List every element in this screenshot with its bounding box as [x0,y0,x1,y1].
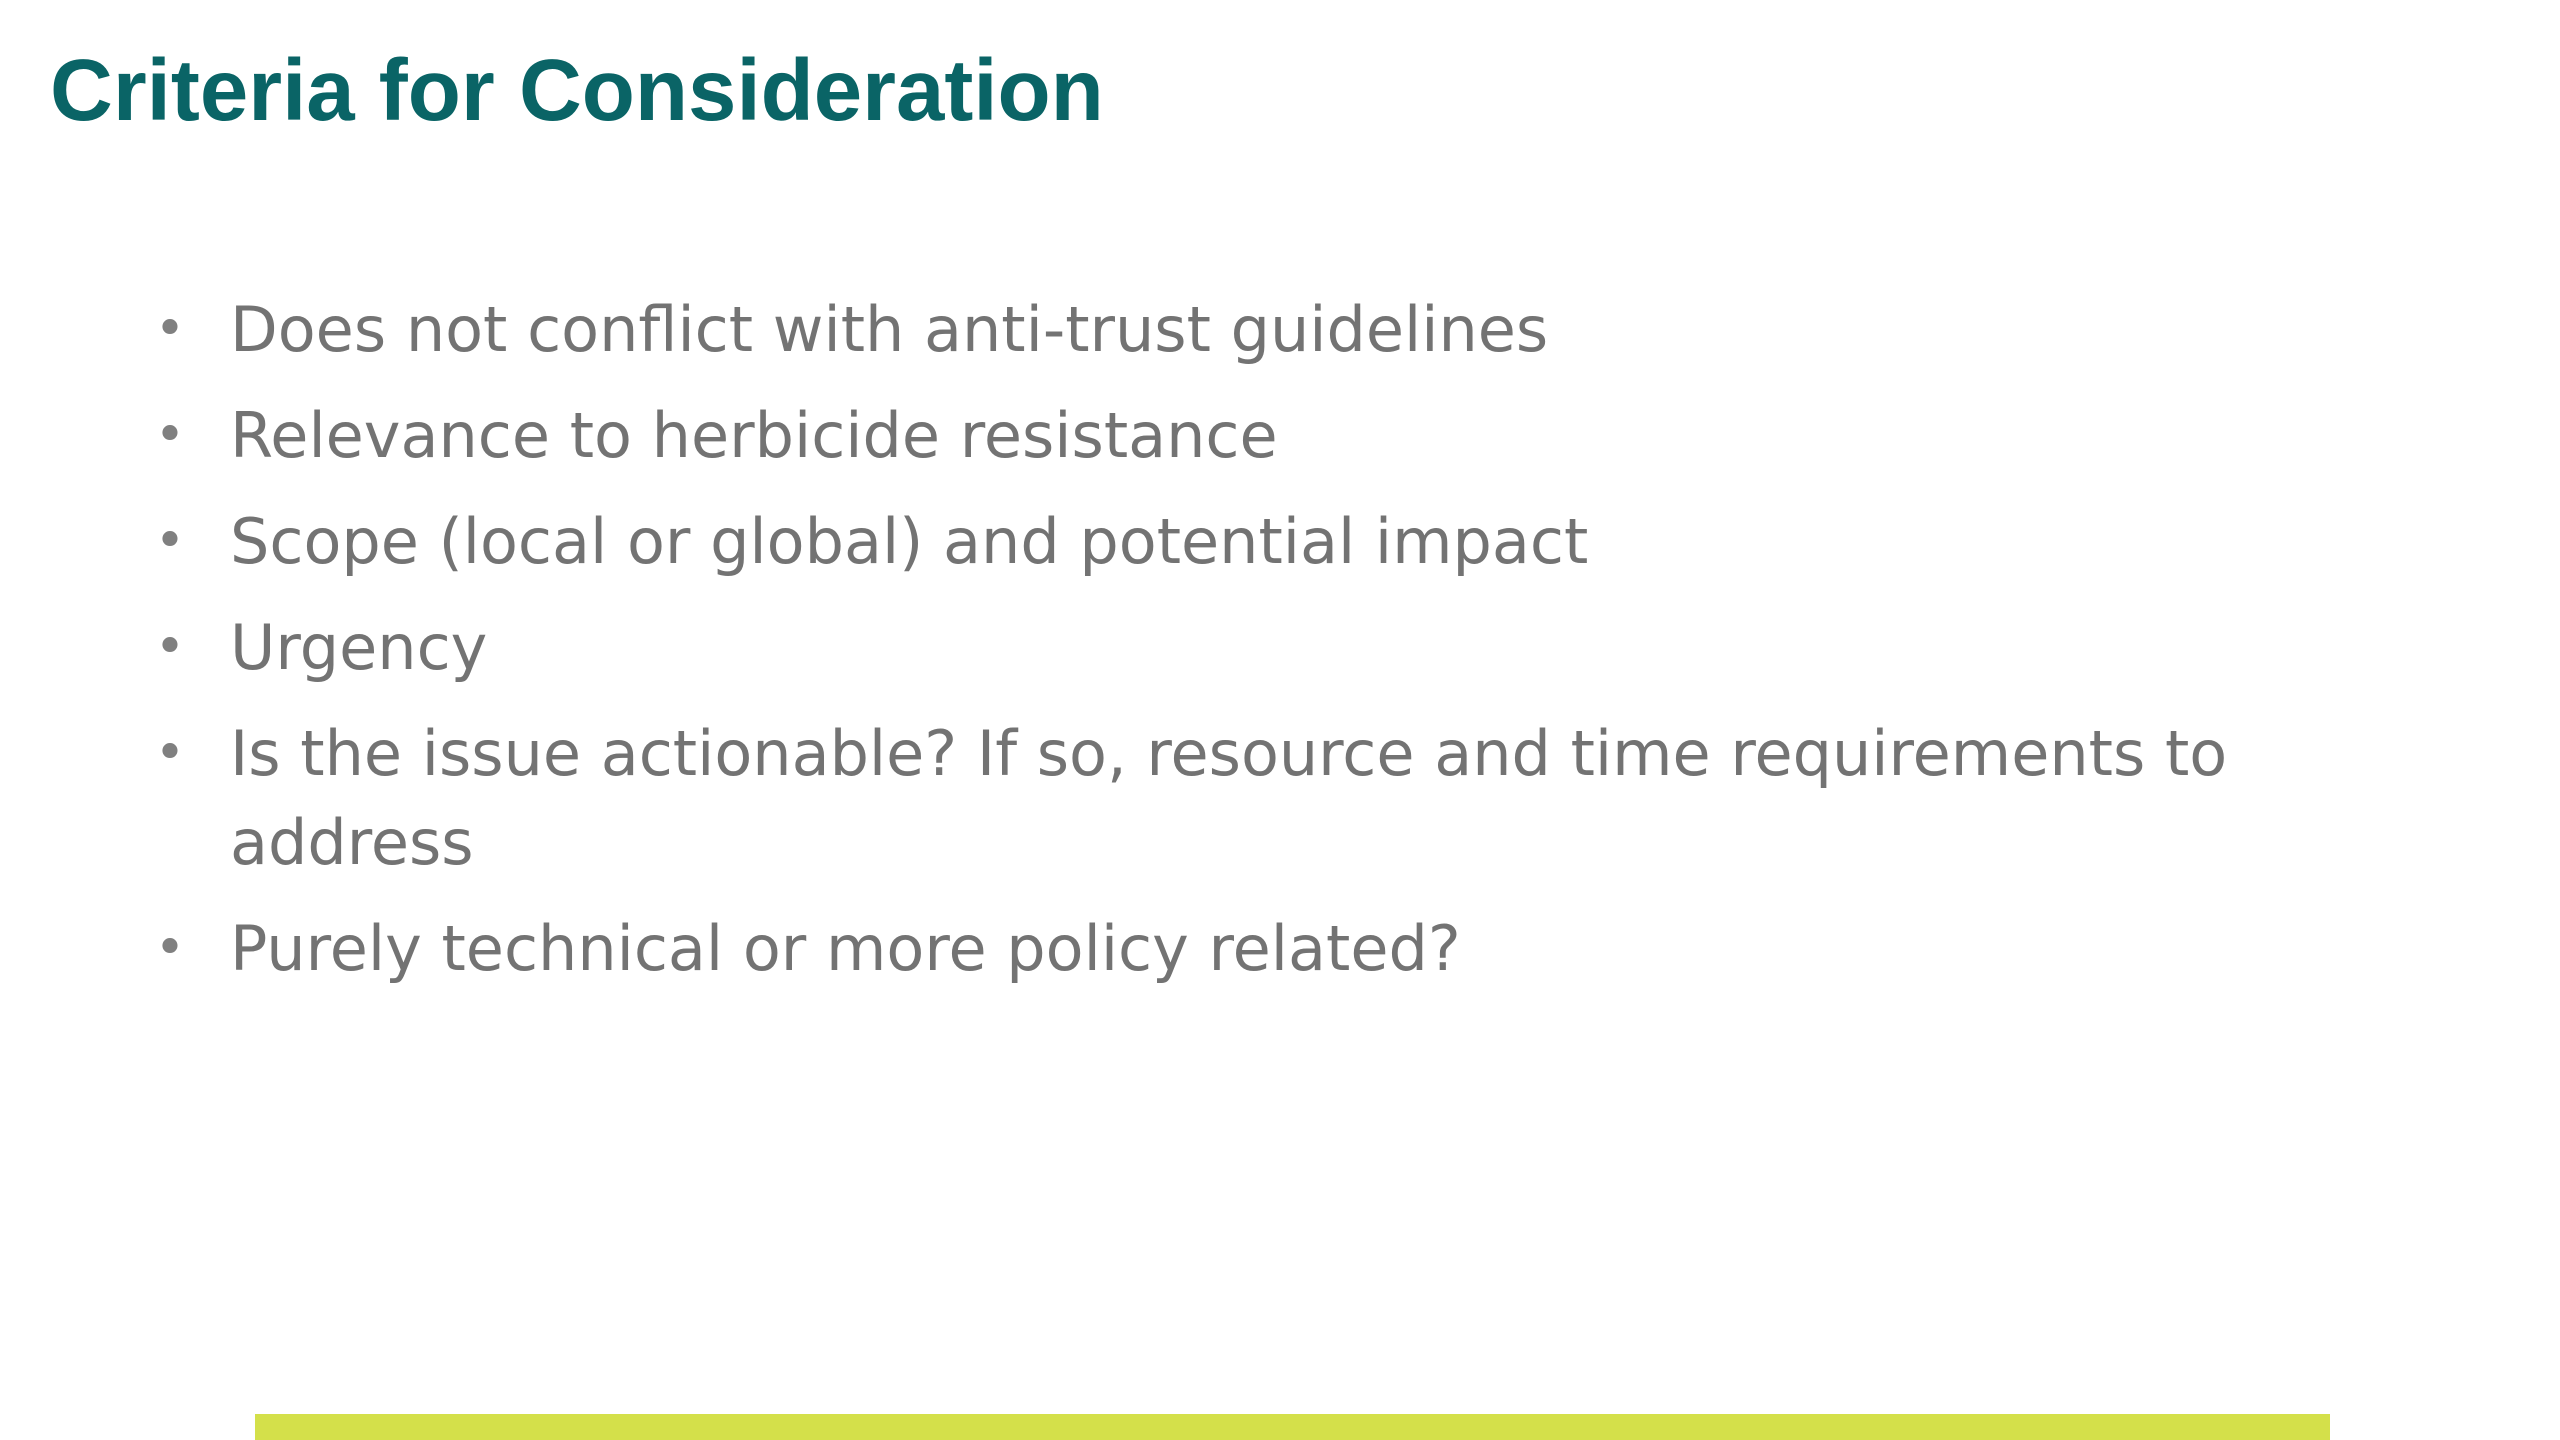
bullet-text: Scope (local or global) and potential impact [230,505,1589,578]
footer-accent-bar [255,1414,2330,1440]
list-item [150,391,2280,480]
bullet-icon: • [154,405,186,465]
bullet-icon: • [154,617,186,677]
bullet-icon: • [154,723,186,783]
bullet-text: Urgency [230,611,488,684]
bullet-text: Does not conflict with anti-trust guidelines [230,293,1549,366]
bullet-text: Relevance to herbicide resistance [230,399,1278,472]
list-item [150,603,2280,692]
list-item [150,285,2280,374]
list-item [150,497,2280,586]
list-item [150,904,2280,993]
list-item [150,709,2280,887]
slide-title: Criteria for Consideration [50,42,1104,139]
bullet-icon: • [154,511,186,571]
bullet-icon: • [154,299,186,359]
bullet-icon: • [154,918,186,978]
bullet-list [150,285,2280,1010]
bullet-text: Purely technical or more policy related? [230,912,1461,985]
bullet-text: Is the issue actionable? If so, resource and time requirements to address [230,717,2228,879]
